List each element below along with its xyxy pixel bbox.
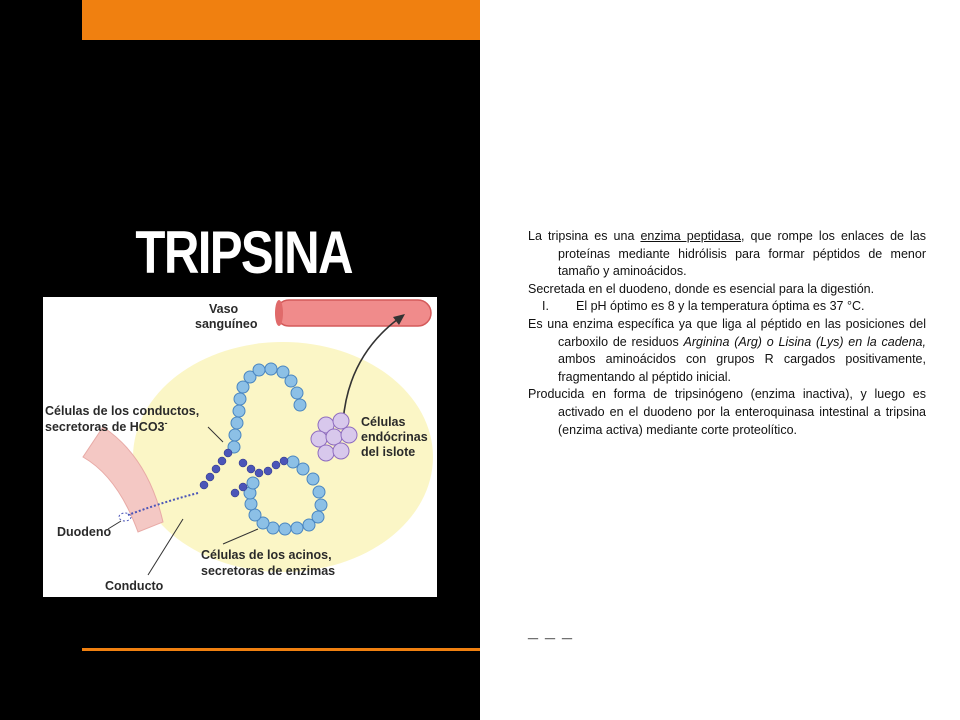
enzima-peptidasa-link[interactable]: enzima peptidasa	[640, 229, 742, 243]
label-conductos-1: Células de los conductos,	[45, 404, 200, 418]
label-endocrinas-2: endócrinas	[361, 430, 428, 444]
footer-dashes: _ _ _	[528, 621, 574, 641]
slide-title: TRIPSINA	[135, 219, 352, 286]
paragraph-3: Es una enzima específica ya que liga al péptido en las posiciones del carboxilo de residuos Arginina (Arg) o Lisina (Lys) en la cadena, ambos aminoácidos con grupos R cargados positivamente, fragmentando al péptido inicial.	[528, 316, 926, 384]
label-endocrinas-3: del islote	[361, 445, 416, 459]
paragraph-2: Secretada en el duodeno, donde es esencial para la digestión.	[528, 281, 875, 296]
list-item-1: I. El pH óptimo es 8 y la temperatura óptima es 37 °C.	[528, 298, 926, 316]
diagram-svg	[43, 297, 437, 597]
paragraph-4: Producida en forma de tripsinógeno (enzima inactiva), y luego es activado en el duodeno por la enteroquinasa intestinal a tripsina (enzima activa) mediante corte proteolítico.	[528, 387, 926, 437]
label-conducto: Conducto	[105, 579, 164, 593]
label-acinos-2: secretoras de enzimas	[201, 564, 336, 578]
label-conductos-2: secretoras de HCO3-	[45, 418, 168, 434]
label-acinos-1: Células de los acinos,	[201, 548, 332, 562]
label-endocrinas-1: Células	[361, 415, 406, 429]
label-vaso-1: Vaso	[209, 302, 239, 316]
paragraph-1: La tripsina es una enzima peptidasa, que rompe los enlaces de las proteínas mediante hidrólisis para formar péptidos de menor tamaño y aminoácidos.	[528, 229, 927, 279]
list-number: I.	[542, 299, 549, 314]
orange-bottom-line	[82, 648, 480, 651]
pancreas-diagram	[43, 297, 437, 597]
label-vaso-2: sanguíneo	[195, 317, 258, 331]
blood-vessel	[276, 300, 431, 326]
orange-top-bar	[82, 0, 480, 40]
description-text	[528, 228, 926, 439]
label-duodeno: Duodeno	[57, 525, 112, 539]
